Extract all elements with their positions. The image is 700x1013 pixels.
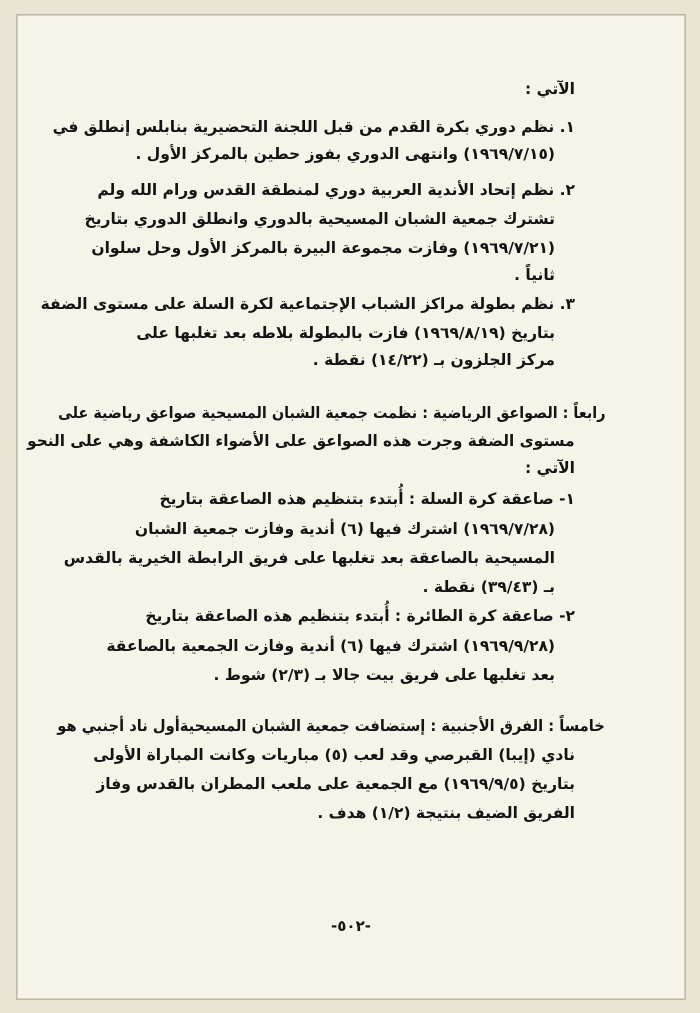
- text-line: تشترك جمعية الشبان المسيحية بالدوري وانطلق الدوري بتاريخ: [84, 210, 555, 228]
- text-line: ثانياً .: [514, 266, 555, 284]
- text-line: مركز الجلزون بـ (١٤/٢٢) نقطة .: [312, 351, 555, 369]
- text-line: مستوى الضفة وجرت هذه الصواعق على الأضواء الكاشفة وهي على النحو: [27, 432, 575, 450]
- text-line: (١٩٦٩/٧/٢١) وفازت مجموعة البيرة بالمركز الأول وحل سلوان: [91, 239, 555, 257]
- list-item-2: ٢. نظم إتحاد الأندية العربية دوري لمنطقة القدس ورام الله ولم: [97, 181, 575, 199]
- text-line: نادي (إيبا) القبرصي وقد لعب (٥) مباريات وكانت المباراة الأولى: [93, 746, 575, 764]
- list-item-1: ١. نظم دوري بكرة القدم من قبل اللجنة التحضيرية بنابلس إنطلق في: [52, 118, 575, 136]
- text-line: بـ (٣٩/٤٣) نقطة .: [422, 578, 555, 596]
- text-line: الفريق الضيف بنتيجة (١/٢) هدف .: [317, 804, 575, 822]
- subitem-volleyball: ٢- صاعقة كرة الطائرة : أُبتدء بتنظيم هذه الصاعقة بتاريخ: [145, 607, 575, 625]
- text-line: الآتي :: [525, 80, 575, 98]
- section-four-heading: رابعاً : الصواعق الرياضية : نظمت جمعية الشبان المسيحية صواعق رياضية على: [57, 404, 605, 422]
- text-line: (١٩٦٩/٧/١٥) وانتهى الدوري بفوز حطين بالمركز الأول .: [135, 145, 555, 163]
- text-line: المسيحية بالصاعقة بعد تغلبها على فريق الرابطة الخيرية بالقدس: [63, 549, 555, 567]
- text-line: الآتي :: [525, 459, 575, 477]
- text-line: (١٩٦٩/٧/٢٨) اشترك فيها (٦) أندية وفازت جمعية الشبان: [134, 520, 555, 538]
- text-line: بتاريخ (١٩٦٩/٩/٥) مع الجمعية على ملعب المطران بالقدس وفاز: [96, 775, 575, 793]
- text-line: بعد تغلبها على فريق بيت جالا بـ (٢/٣) شوط .: [213, 666, 555, 684]
- subitem-basketball: ١- صاعقة كرة السلة : أُبتدء بتنظيم هذه الصاعقة بتاريخ: [159, 490, 575, 508]
- text-line: بتاريخ (١٩٦٩/٨/١٩) فازت بالبطولة بلاطه بعد تغلبها على: [136, 324, 555, 342]
- list-item-3: ٣. نظم بطولة مراكز الشباب الإجتماعية لكرة السلة على مستوى الضفة: [40, 295, 575, 313]
- document-page: [16, 14, 686, 1000]
- page-number: -٥٠٢-: [331, 917, 371, 935]
- text-line: (١٩٦٩/٩/٢٨) اشترك فيها (٦) أندية وفازت الجمعية بالصاعقة: [106, 637, 555, 655]
- document-body: [17, 15, 685, 999]
- section-five-heading: خامساً : الفرق الأجنبية : إستضافت جمعية الشبان المسيحيةأول ناد أجنبي هو: [57, 717, 605, 735]
